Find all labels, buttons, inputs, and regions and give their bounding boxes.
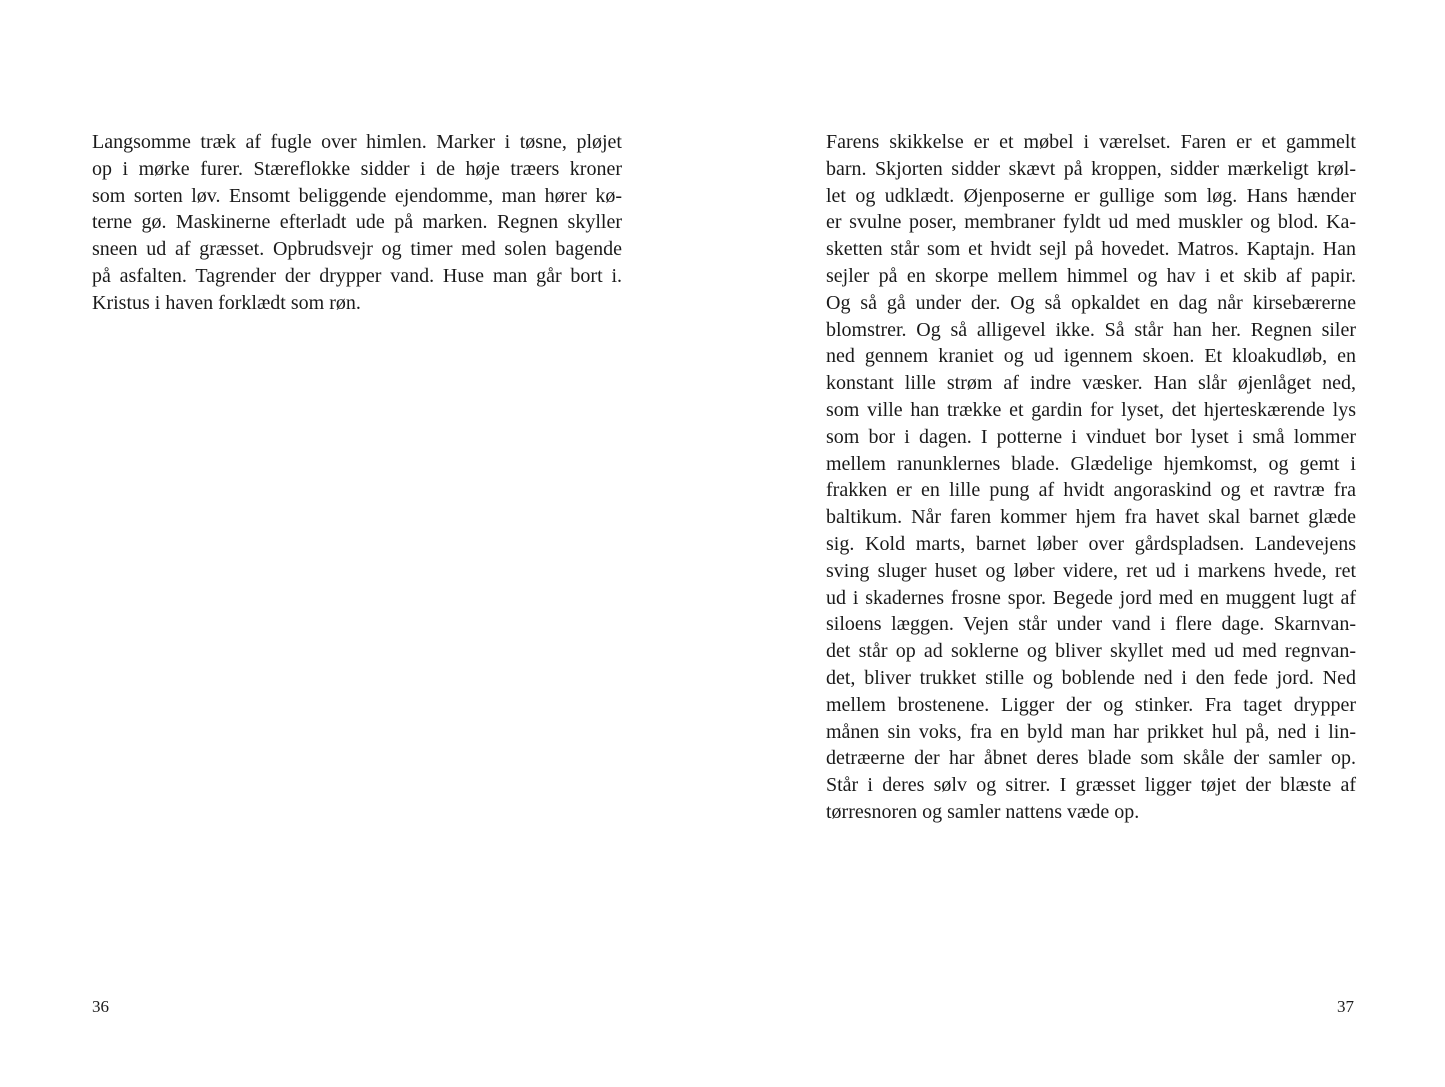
page-number-right: 37 — [1337, 997, 1354, 1016]
text-line: Og så gå under der. Og så opkaldet en dag når kirsebærerne — [826, 291, 1356, 314]
text-line: baltikum. Når faren kommer hjem fra havet skal barnet glæde — [826, 506, 1356, 529]
text-line: op i mørke furer. Stæreflokke sidder i de høje træers kroner — [92, 157, 622, 180]
text-line: ned gennem kraniet og ud igennem skoen. Et kloakudløb, en — [826, 345, 1356, 368]
text-line: sejler på en skorpe mellem himmel og hav i et skib af papir. — [826, 264, 1356, 287]
text-line: konstant lille strøm af indre væsker. Han slår øjenlåget ned, — [826, 372, 1356, 395]
right-page — [722, 0, 1445, 1087]
left-page — [0, 0, 722, 1087]
text-line: let og udklædt. Øjenposerne er gullige som løg. Hans hænder — [826, 184, 1356, 207]
text-line: mellem ranunklernes blade. Glædelige hjemkomst, og gemt i — [826, 452, 1356, 475]
text-line: månen sin voks, fra en byld man har prikket hul på, ned i lin- — [826, 720, 1356, 743]
text-line: på asfalten. Tagrender der drypper vand. Huse man går bort i. — [92, 264, 622, 287]
text-line: som ville han trække et gardin for lyset, det hjerteskærende lys — [826, 398, 1356, 421]
text-line: barn. Skjorten sidder skævt på kroppen, sidder mærkeligt krøl- — [826, 157, 1356, 180]
text-line: tørresnoren og samler nattens væde op. — [826, 800, 1140, 823]
text-line: er svulne poser, membraner fyldt ud med muskler og blod. Ka- — [826, 211, 1356, 234]
text-line: mellem brostenene. Ligger der og stinker. Fra taget drypper — [826, 693, 1356, 716]
right-page-text — [826, 129, 1356, 826]
text-line: Farens skikkelse er et møbel i værelset. Faren er et gammelt — [826, 131, 1356, 153]
text-line: som bor i dagen. I potterne i vinduet bor lyset i små lommer — [826, 425, 1356, 448]
text-line: frakken er en lille pung af hvidt angoraskind og et ravtræ fra — [826, 479, 1356, 502]
text-line: sig. Kold marts, barnet løber over gårdspladsen. Landevejens — [826, 532, 1356, 555]
text-line: det, bliver trukket stille og boblende ned i den fede jord. Ned — [826, 666, 1356, 689]
left-page-text — [92, 129, 622, 317]
text-line: det står op ad soklerne og bliver skyllet med ud med regnvan- — [826, 640, 1356, 663]
page-number-left: 36 — [92, 997, 109, 1016]
text-line: siloens læggen. Vejen står under vand i flere dage. Skarnvan- — [826, 613, 1356, 636]
text-line: Kristus i haven forklædt som røn. — [92, 291, 361, 314]
text-line: Langsomme træk af fugle over himlen. Marker i tøsne, pløjet — [92, 131, 622, 153]
text-line: Står i deres sølv og sitrer. I græsset ligger tøjet der blæste af — [826, 774, 1356, 797]
text-line: sving sluger huset og løber videre, ret ud i markens hvede, ret — [826, 559, 1356, 582]
text-line: sneen ud af græsset. Opbrudsvejr og timer med solen bagende — [92, 238, 622, 261]
text-line: sketten står som et hvidt sejl på hovedet. Matros. Kaptajn. Han — [826, 238, 1356, 261]
text-line: detræerne der har åbnet deres blade som skåle der samler op. — [826, 747, 1356, 770]
text-line: som sorten løv. Ensomt beliggende ejendomme, man hører kø- — [92, 184, 622, 207]
text-line: blomstrer. Og så alligevel ikke. Så står han her. Regnen siler — [826, 318, 1356, 341]
text-line: terne gø. Maskinerne efterladt ude på marken. Regnen skyller — [92, 211, 622, 234]
text-line: ud i skadernes frosne spor. Begede jord med en muggent lugt af — [826, 586, 1356, 609]
